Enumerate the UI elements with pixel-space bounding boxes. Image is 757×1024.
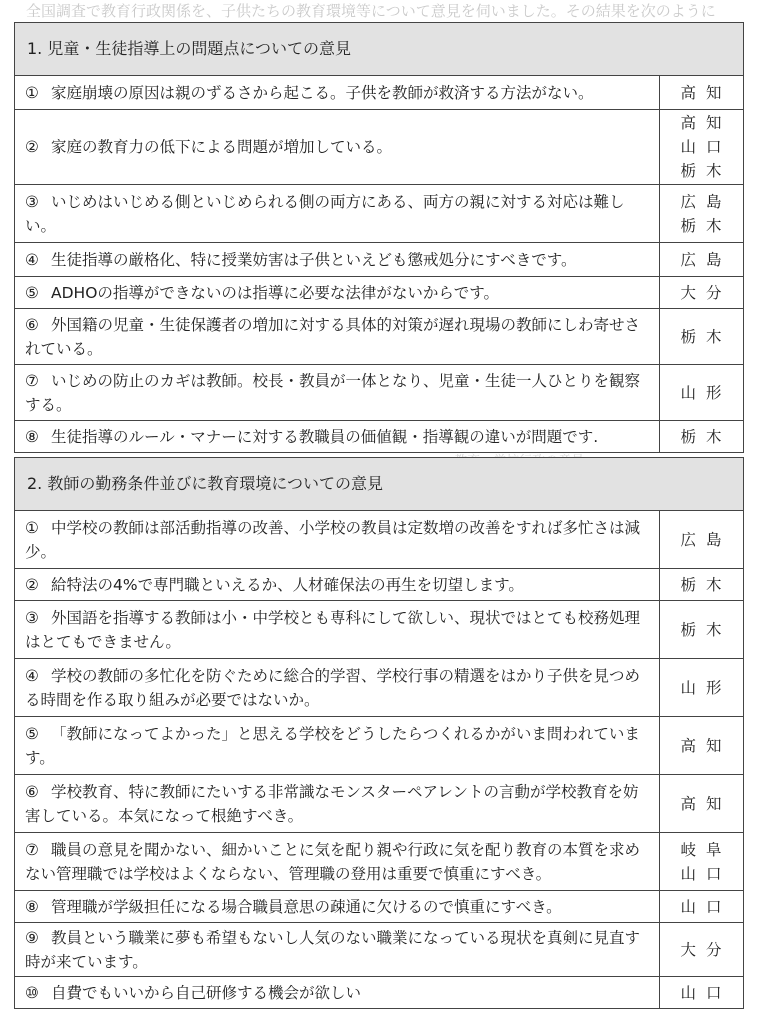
bleed-through-line: 全国調査で教育行政関係を、子供たちの教育環境等について意見を伺いました。その結果を次のように: [26, 2, 716, 20]
prefecture-name: 高知: [680, 794, 732, 813]
opinion-text: 教員という職業に夢も希望もないし人気のない職業になっている現状を真剣に見直す時が来ています。: [25, 928, 641, 971]
prefecture-name: 栃木: [680, 216, 732, 235]
prefecture-name: 山口: [680, 897, 732, 916]
item-number: ⑦: [25, 371, 39, 390]
prefecture-cell: [660, 511, 744, 569]
opinion-text: 外国籍の児童・生徒保護者の増加に対する具体的対策が遅れ現場の教師にしわ寄せされている。: [25, 315, 641, 358]
opinion-cell: [15, 659, 660, 717]
prefecture-cell: [660, 110, 744, 185]
table-row: [15, 309, 744, 365]
table-row: [15, 185, 744, 243]
opinion-cell: [15, 511, 660, 569]
table-row: [15, 659, 744, 717]
table-row: [15, 511, 744, 569]
prefecture-name: 栃木: [680, 575, 732, 594]
prefecture-name: 栃木: [680, 620, 732, 639]
item-number: ⑧: [25, 897, 39, 916]
table-row: [15, 365, 744, 421]
opinion-text: 家庭崩壊の原因は親のずるさから起こる。子供を教師が救済する方法がない。: [51, 83, 594, 102]
prefecture-name: 高知: [680, 736, 732, 755]
prefecture-cell: [660, 775, 744, 833]
item-number: ②: [25, 138, 39, 156]
opinion-cell: [15, 977, 660, 1009]
opinion-text: 職員の意見を聞かない、細かいことに気を配り親や行政に気を配り教育の本質を求めない管理職では学校はよくならない、管理職の登用は重要で慎重にすべき。: [25, 840, 641, 883]
item-number: ⑥: [25, 315, 39, 334]
opinion-text: 学校の教師の多忙化を防ぐために総合的学習、学校行事の精選をはかり子供を見つめる時間を作る取り組みが必要ではないか。: [25, 666, 641, 709]
prefecture-name: 高知: [680, 83, 732, 102]
prefecture-name: 岐阜: [680, 840, 732, 859]
opinion-text: 管理職が学級担任になる場合職員意思の疎通に欠けるので慎重にすべき。: [51, 897, 562, 916]
item-number: ③: [25, 608, 39, 627]
item-number: ③: [25, 192, 39, 211]
prefecture-cell: [660, 421, 744, 453]
item-number: ④: [25, 250, 39, 269]
section-1-table: [14, 75, 744, 453]
table-row: [15, 110, 744, 185]
opinion-text: 生徒指導のルール・マナーに対する教職員の価値観・指導観の違いが問題です.: [51, 427, 599, 446]
item-number: ⑦: [25, 840, 39, 859]
section-2: [14, 457, 744, 1009]
prefecture-name: 山口: [680, 864, 732, 883]
prefecture-cell: [660, 309, 744, 365]
opinion-cell: [15, 421, 660, 453]
prefecture-name: 高知: [680, 114, 732, 132]
opinion-cell: [15, 277, 660, 309]
item-number: ④: [25, 666, 39, 685]
prefecture-cell: [660, 923, 744, 977]
opinion-cell: [15, 775, 660, 833]
table-row: [15, 243, 744, 277]
table-row: [15, 833, 744, 891]
prefecture-cell: [660, 569, 744, 601]
section-2-table: [14, 510, 744, 1009]
prefecture-cell: [660, 185, 744, 243]
prefecture-name: 広島: [680, 192, 732, 211]
table-row: [15, 569, 744, 601]
opinion-cell: [15, 923, 660, 977]
section-1-title: 1. 児童・生徒指導上の問題点についての意見: [14, 22, 744, 75]
prefecture-cell: [660, 891, 744, 923]
table-row: [15, 421, 744, 453]
table-row: [15, 717, 744, 775]
prefecture-cell: [660, 717, 744, 775]
prefecture-name: 大分: [680, 283, 732, 302]
prefecture-cell: [660, 243, 744, 277]
item-number: ①: [25, 518, 39, 537]
prefecture-cell: [660, 365, 744, 421]
item-number: ⑤: [25, 283, 39, 302]
prefecture-name: 栃木: [680, 427, 732, 446]
opinion-cell: [15, 833, 660, 891]
prefecture-name: 山口: [680, 138, 732, 156]
opinion-cell: [15, 365, 660, 421]
opinion-text: ADHOの指導ができないのは指導に必要な法律がないからです。: [51, 283, 500, 302]
opinion-text: 家庭の教育力の低下による問題が増加している。: [51, 138, 393, 156]
prefecture-cell: [660, 76, 744, 110]
prefecture-name: 山口: [680, 983, 732, 1002]
opinion-text: いじめはいじめる側といじめられる側の両方にある、両方の親に対する対応は難しい。: [25, 192, 625, 235]
opinion-text: 自費でもいいから自己研修する機会が欲しい: [51, 983, 362, 1002]
item-number: ⑧: [25, 427, 39, 446]
opinion-text: 外国語を指導する教師は小・中学校とも専科にして欲しい、現状ではとても校務処理はとてもできません。: [25, 608, 641, 651]
opinion-cell: [15, 601, 660, 659]
opinion-cell: [15, 891, 660, 923]
opinion-text: 「教師になってよかった」と思える学校をどうしたらつくれるかがいま問われています。: [25, 724, 640, 767]
prefecture-name: 山形: [680, 678, 732, 697]
prefecture-cell: [660, 977, 744, 1009]
opinion-text: 学校教育、特に教師にたいする非常識なモンスターペアレントの言動が学校教育を妨害している。本気になって根絶すべき。: [25, 782, 639, 825]
opinion-cell: [15, 76, 660, 110]
prefecture-cell: [660, 833, 744, 891]
item-number: ①: [25, 83, 39, 102]
prefecture-name: 山形: [680, 383, 732, 402]
prefecture-name: 広島: [680, 250, 732, 269]
table-row: [15, 977, 744, 1009]
opinion-text: いじめの防止のカギは教師。校長・教員が一体となり、児童・生徒一人ひとりを観察する。: [25, 371, 641, 414]
section-2-title: 2. 教師の勤務条件並びに教育環境についての意見: [14, 457, 744, 510]
prefecture-name: 栃木: [680, 327, 732, 346]
opinion-text: 生徒指導の厳格化、特に授業妨害は子供といえども懲戒処分にすべきです。: [51, 250, 577, 269]
opinion-cell: [15, 569, 660, 601]
table-row: [15, 923, 744, 977]
prefecture-name: 栃木: [680, 162, 732, 180]
prefecture-name: 広島: [680, 530, 732, 549]
opinion-text: 中学校の教師は部活動指導の改善、小学校の教員は定数増の改善をすれば多忙さは減少。: [25, 518, 641, 561]
table-row: [15, 601, 744, 659]
table-row: [15, 891, 744, 923]
prefecture-cell: [660, 601, 744, 659]
item-number: ②: [25, 575, 39, 594]
table-row: [15, 277, 744, 309]
item-number: ⑩: [25, 983, 39, 1002]
prefecture-cell: [660, 659, 744, 717]
prefecture-cell: [660, 277, 744, 309]
opinion-cell: [15, 185, 660, 243]
opinion-text: 給特法の4%で専門職といえるか、人材確保法の再生を切望します。: [51, 575, 524, 594]
opinion-cell: [15, 110, 660, 185]
table-row: [15, 775, 744, 833]
opinion-cell: [15, 243, 660, 277]
item-number: ⑨: [25, 928, 39, 947]
prefecture-name: 大分: [680, 940, 732, 959]
item-number: ⑤: [25, 724, 39, 743]
table-row: [15, 76, 744, 110]
opinion-cell: [15, 309, 660, 365]
item-number: ⑥: [25, 782, 39, 801]
section-1: [14, 22, 744, 453]
opinion-cell: [15, 717, 660, 775]
